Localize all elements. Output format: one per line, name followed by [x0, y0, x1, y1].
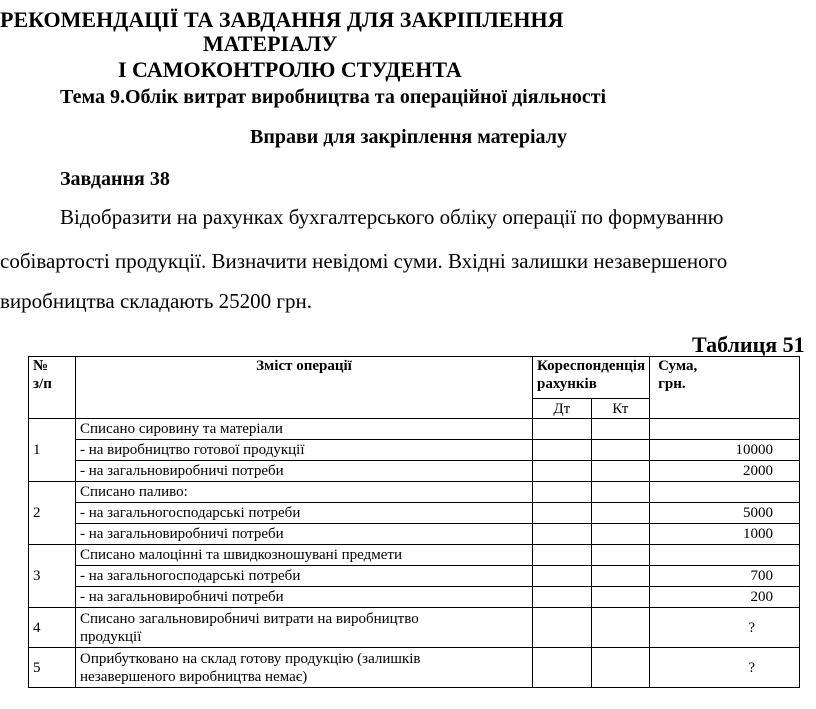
dt-cell — [533, 566, 592, 587]
kt-cell — [591, 503, 650, 524]
operation-text: - на загальногосподарські потреби — [76, 566, 533, 587]
dt-cell — [533, 503, 592, 524]
operation-text: Списано малоцінні та швидкозношувані предмети — [76, 545, 533, 566]
kt-cell — [591, 587, 650, 608]
sum-cell — [650, 482, 800, 503]
kt-cell — [591, 545, 650, 566]
header-content: Зміст операції — [76, 357, 533, 419]
heading-line-1: РЕКОМЕНДАЦІЇ ТА ЗАВДАННЯ ДЛЯ ЗАКРІПЛЕННЯ — [0, 7, 564, 32]
sum-cell — [650, 545, 800, 566]
operation-text: - на загальногосподарські потреби — [76, 503, 533, 524]
table-row — [29, 440, 800, 461]
dt-cell — [533, 587, 592, 608]
kt-cell — [591, 648, 650, 688]
heading-line-2: МАТЕРІАЛУ — [203, 31, 338, 56]
table-row — [29, 608, 800, 648]
operation-text: Списано паливо: — [76, 482, 533, 503]
dt-cell — [533, 648, 592, 688]
kt-cell — [591, 419, 650, 440]
sum-cell — [650, 419, 800, 440]
dt-cell — [533, 524, 592, 545]
operation-text: - на виробництво готової продукції — [76, 440, 533, 461]
task-line: Відобразити на рахунках бухгалтерського обліку операції по формуванню — [60, 205, 724, 229]
task-line: собівартості продукції. Визначити невідомі суми. Вхідні залишки незавершеного — [0, 249, 728, 273]
table-header-row — [29, 357, 800, 399]
sum-cell: 10000 — [650, 440, 800, 461]
kt-cell — [591, 482, 650, 503]
row-number: 4 — [29, 608, 76, 648]
dt-cell — [533, 482, 592, 503]
kt-cell — [591, 440, 650, 461]
kt-cell — [591, 566, 650, 587]
header-dt: Дт — [533, 399, 592, 419]
operation-text: - на загальновиробничі потреби — [76, 587, 533, 608]
task-line: виробництва складають 25200 грн. — [0, 289, 313, 313]
sum-cell: ? — [650, 648, 800, 688]
table-row — [29, 419, 800, 440]
table-row — [29, 566, 800, 587]
table-row — [29, 461, 800, 482]
operations-table — [28, 356, 800, 688]
header-kt: Кт — [591, 399, 650, 419]
row-number: 5 — [29, 648, 76, 688]
dt-cell — [533, 545, 592, 566]
header-num: № з/п — [29, 357, 76, 419]
table-row — [29, 524, 800, 545]
topic-title: Тема 9.Облік витрат виробництва та операційної діяльності — [60, 86, 607, 108]
table-row — [29, 503, 800, 524]
dt-cell — [533, 608, 592, 648]
operation-text: Оприбутковано на склад готову продукцію (залишків незавершеного виробництва немає) — [76, 648, 533, 688]
sum-cell: ? — [650, 608, 800, 648]
table-row — [29, 545, 800, 566]
sum-cell: 200 — [650, 587, 800, 608]
operation-text: Списано сировину та матеріали — [76, 419, 533, 440]
subheading: Вправи для закріплення матеріалу — [250, 126, 567, 148]
sum-cell: 700 — [650, 566, 800, 587]
row-number: 3 — [29, 545, 76, 608]
operation-text: - на загальновиробничі потреби — [76, 524, 533, 545]
table-row — [29, 648, 800, 688]
row-number: 1 — [29, 419, 76, 482]
table-row — [29, 482, 800, 503]
header-sum: Сума, грн. — [650, 357, 800, 419]
kt-cell — [591, 524, 650, 545]
table-caption: Таблиця 51 — [692, 332, 805, 357]
heading-line-3: І САМОКОНТРОЛЮ СТУДЕНТА — [118, 57, 462, 82]
dt-cell — [533, 461, 592, 482]
sum-cell: 5000 — [650, 503, 800, 524]
sum-cell: 2000 — [650, 461, 800, 482]
dt-cell — [533, 440, 592, 461]
operation-text: - на загальновиробничі потреби — [76, 461, 533, 482]
table-row — [29, 587, 800, 608]
kt-cell — [591, 608, 650, 648]
kt-cell — [591, 461, 650, 482]
header-correspondence: Кореспонденція рахунків — [533, 357, 650, 399]
operation-text: Списано загальновиробничі витрати на виробництво продукції — [76, 608, 533, 648]
task-title: Завдання 38 — [60, 168, 170, 190]
sum-cell: 1000 — [650, 524, 800, 545]
row-number: 2 — [29, 482, 76, 545]
dt-cell — [533, 419, 592, 440]
